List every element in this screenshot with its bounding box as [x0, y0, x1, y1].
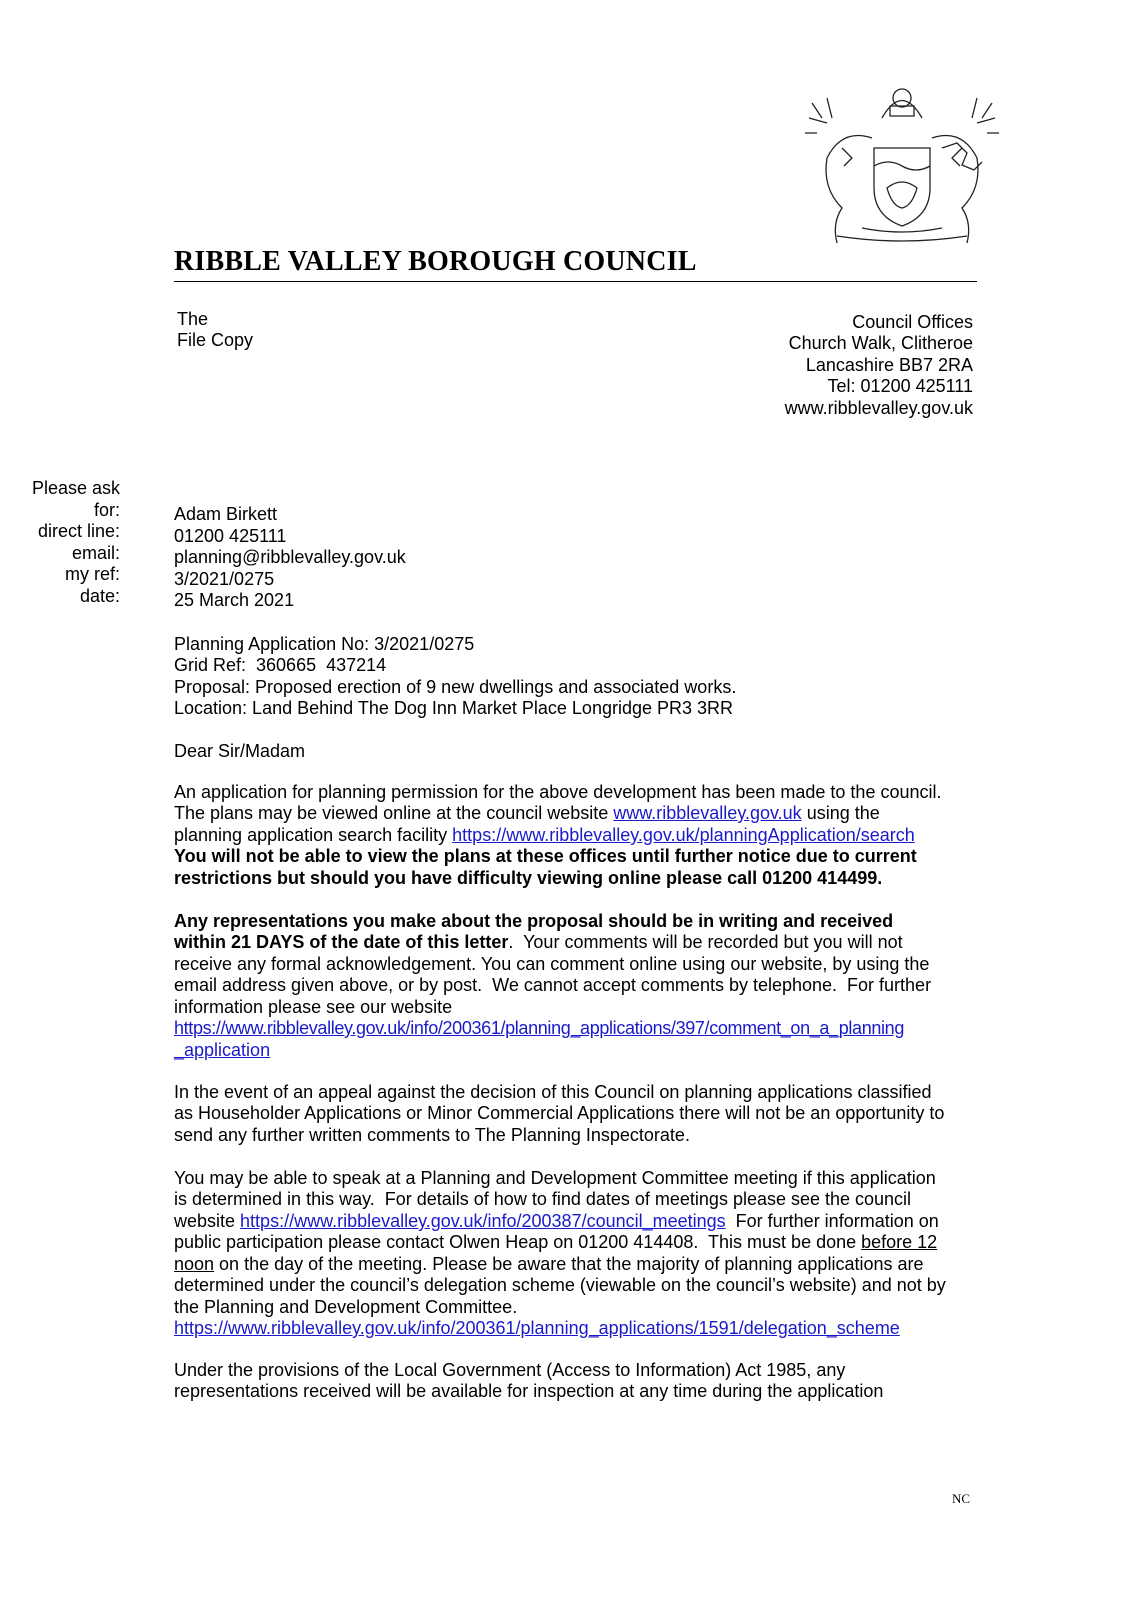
contact-email: planning@ribblevalley.gov.uk [174, 547, 406, 567]
body-line: send any further written comments to The Planning Inspectorate. [174, 1125, 690, 1145]
address-line: Council Offices [852, 312, 973, 332]
location: Location: Land Behind The Dog Inn Market Place Longridge PR3 3RR [174, 698, 734, 718]
body-line: the Planning and Development Committee. [174, 1297, 518, 1317]
text-underlined: before 12 [861, 1232, 938, 1252]
body-line: information please see our website [174, 997, 453, 1017]
contact-label: Please ask [31, 478, 120, 498]
application-number: Planning Application No: 3/2021/0275 [174, 634, 475, 654]
council-title: RIBBLE VALLEY BOROUGH COUNCIL [174, 246, 697, 277]
contact-label: my ref: [64, 564, 120, 584]
contact-label: email: [71, 543, 120, 563]
body-line: is determined in this way. For details of how to find dates of meetings please see the council [174, 1189, 912, 1209]
comment-link-text[interactable]: _application [174, 1040, 271, 1060]
contact-name: Adam Birkett [174, 504, 278, 524]
body-line: representations received will be available for inspection at any time during the application [174, 1381, 884, 1401]
contact-date: 25 March 2021 [174, 590, 295, 610]
text: Any representations you make about the proposal should be in writing and received [174, 911, 894, 931]
text: on the day of the meeting. Please be aware that the majority of planning applications are [214, 1254, 924, 1274]
address-line: Church Walk, Clitheroe [788, 333, 973, 353]
coat-of-arms-logo [802, 78, 1002, 248]
contact-label: direct line: [37, 521, 120, 541]
text: public participation please contact Olwen Heap on 01200 414408. This must be done [174, 1232, 862, 1252]
search-link[interactable]: https://www.ribblevalley.gov.uk/planningApplication/search [452, 825, 915, 845]
comment-link-text[interactable]: https://www.ribblevalley.gov.uk/info/200361/planning_applications/397/comment_on_a_planning [174, 1018, 904, 1038]
header-rule [174, 281, 977, 282]
body-line [174, 825, 915, 846]
text: restrictions but should you have difficulty viewing online please call 01200 414499. [174, 868, 883, 888]
text: website [174, 1211, 241, 1231]
body-line [174, 932, 903, 953]
contact-phone: 01200 425111 [174, 526, 287, 546]
text: . Your comments will be recorded but you will not [508, 932, 903, 952]
recipient-line: File Copy [177, 330, 254, 350]
contact-label: date: [79, 586, 120, 606]
text: For further information on [725, 1211, 939, 1231]
proposal: Proposal: Proposed erection of 9 new dwellings and associated works. [174, 677, 737, 697]
text: The plans may be viewed online at the council website [174, 803, 614, 823]
body-line: In the event of an appeal against the decision of this Council on planning applications classified [174, 1082, 932, 1102]
body-line [174, 1254, 924, 1275]
contact-ref: 3/2021/0275 [174, 569, 275, 589]
meetings-link[interactable]: https://www.ribblevalley.gov.uk/info/200387/council_meetings [240, 1211, 726, 1231]
salutation: Dear Sir/Madam [174, 741, 306, 761]
text: using the [801, 803, 880, 823]
body-line: An application for planning permission for the above development has been made to the council. [174, 782, 942, 802]
body-line-bold [174, 911, 893, 932]
body-line: as Householder Applications or Minor Commercial Applications there will not be an opportunity to [174, 1103, 945, 1123]
body-line [174, 1211, 939, 1232]
address-line: Lancashire BB7 2RA [805, 355, 973, 375]
body-line: receive any formal acknowledgement. You can comment online using our website, by using the [174, 954, 930, 974]
comment-link-cont[interactable] [174, 1040, 270, 1061]
body-line-bold [174, 846, 917, 867]
body-line: determined under the council’s delegation scheme (viewable on the council’s website) and not by [174, 1275, 946, 1295]
body-line [174, 803, 880, 824]
delegation-link-text[interactable]: https://www.ribblevalley.gov.uk/info/200361/planning_applications/1591/delegation_scheme [174, 1318, 900, 1338]
text: within 21 DAYS of the date of this letter [174, 932, 509, 952]
text-underlined: noon [174, 1254, 215, 1274]
body-line-bold [174, 868, 882, 889]
recipient-line: The [177, 309, 209, 329]
text: You will not be able to view the plans at these offices until further notice due to current [174, 846, 917, 866]
comment-link[interactable] [174, 1018, 904, 1039]
address-line: Tel: 01200 425111 [827, 376, 973, 396]
body-line [174, 1232, 937, 1253]
contact-label: for: [93, 500, 120, 520]
website-link[interactable]: www.ribblevalley.gov.uk [613, 803, 802, 823]
body-line: email address given above, or by post. We cannot accept comments by telephone. For further [174, 975, 932, 995]
grid-ref: Grid Ref: 360665 437214 [174, 655, 387, 675]
text: planning application search facility [174, 825, 453, 845]
body-line: Under the provisions of the Local Government (Access to Information) Act 1985, any [174, 1360, 846, 1380]
address-website: www.ribblevalley.gov.uk [784, 398, 973, 418]
body-line: You may be able to speak at a Planning and Development Committee meeting if this application [174, 1168, 936, 1188]
footer-initials: NC [952, 1491, 971, 1506]
delegation-link[interactable] [174, 1318, 900, 1339]
